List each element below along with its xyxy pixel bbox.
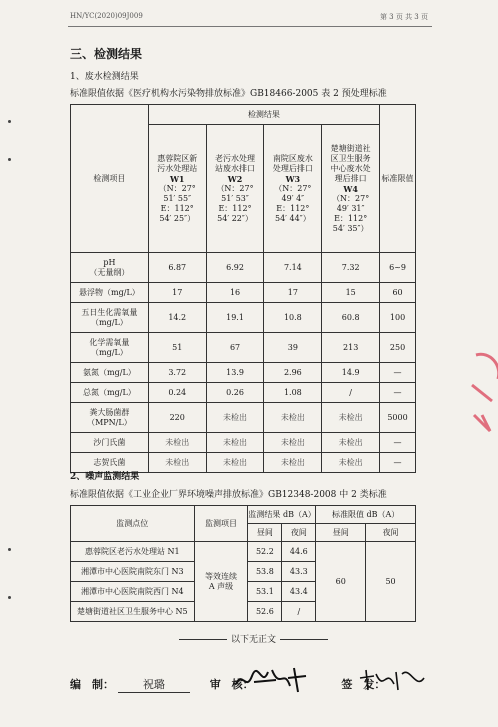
col-point-header: 监测点位 bbox=[71, 506, 195, 542]
value-cell: 10.8 bbox=[264, 303, 322, 333]
table-row bbox=[71, 383, 416, 403]
col-group-header: 检测结果 bbox=[148, 105, 379, 125]
point-cell: 楚塘街道社区卫生服务中心 N5 bbox=[71, 602, 195, 622]
table-row bbox=[71, 433, 416, 453]
table-row bbox=[71, 303, 416, 333]
limit-cell: — bbox=[380, 383, 416, 403]
item-cell bbox=[71, 333, 149, 363]
limit-day-cell: 60 bbox=[316, 542, 366, 622]
item-name: 化学需氧量 bbox=[89, 337, 130, 347]
sampling-point-header bbox=[322, 125, 380, 253]
item-name: 悬浮物（mg/L） bbox=[79, 287, 140, 297]
noise-results-table bbox=[70, 505, 416, 622]
point-n: （N：27° bbox=[274, 183, 312, 193]
value-cell: 51 bbox=[148, 333, 206, 363]
point-name-l1: 老污水处理 bbox=[215, 153, 256, 163]
point-name-l1: 楚塘街道社 bbox=[330, 143, 371, 153]
point-e: E：112° bbox=[276, 203, 310, 213]
point-e: E：112° bbox=[160, 203, 194, 213]
noise-standard: 标准限值依据《工业企业厂界环境噪声排放标准》GB12348-2008 中 2 类标准 bbox=[70, 490, 387, 500]
point-n2: 51′ 53″ bbox=[221, 193, 249, 203]
point-name-l1: 南院区废水 bbox=[272, 153, 313, 163]
limit-cell: 250 bbox=[380, 333, 416, 363]
value-cell: 19.1 bbox=[206, 303, 264, 333]
point-e2: 54′ 25″） bbox=[159, 213, 196, 223]
binding-dot bbox=[8, 596, 11, 599]
sampling-point-header bbox=[148, 125, 206, 253]
value-cell: 3.72 bbox=[148, 363, 206, 383]
point-name-l1: 惠蓉院区新 bbox=[157, 153, 198, 163]
value-cell: 未检出 bbox=[148, 453, 206, 473]
item-cell bbox=[71, 363, 149, 383]
table-row bbox=[71, 333, 416, 363]
binding-dot bbox=[8, 158, 11, 161]
value-cell: 16 bbox=[206, 283, 264, 303]
value-cell: / bbox=[322, 383, 380, 403]
item-unit: （mg/L） bbox=[91, 347, 128, 357]
day-value-cell: 53.8 bbox=[248, 562, 282, 582]
limit-day-header: 昼间 bbox=[316, 524, 366, 542]
table-row bbox=[71, 542, 416, 562]
end-of-text bbox=[175, 632, 332, 645]
value-cell: 17 bbox=[264, 283, 322, 303]
noise-subtitle: 2、噪声监测结果 bbox=[70, 472, 140, 482]
col-noise-item-header: 监测项目 bbox=[194, 506, 248, 542]
point-e2: 54′ 35″） bbox=[332, 223, 369, 233]
item-cell bbox=[71, 283, 149, 303]
item-cell bbox=[71, 383, 149, 403]
point-name-l3: 中心废水处 bbox=[330, 163, 371, 173]
limit-cell: — bbox=[380, 453, 416, 473]
value-cell: 13.9 bbox=[206, 363, 264, 383]
page-number: 第 3 页 共 3 页 bbox=[379, 13, 428, 21]
limit-cell: 60 bbox=[380, 283, 416, 303]
limit-night-cell: 50 bbox=[366, 542, 416, 622]
sampling-point-header bbox=[206, 125, 264, 253]
point-n2: 49′ 4″ bbox=[281, 193, 305, 203]
point-e2: 54′ 22″） bbox=[217, 213, 253, 223]
value-cell: 2.96 bbox=[264, 363, 322, 383]
point-name-l2: 站废水排口 bbox=[215, 163, 256, 173]
point-e2: 54′ 44″） bbox=[274, 213, 311, 223]
limit-cell: — bbox=[380, 433, 416, 453]
value-cell: 39 bbox=[264, 333, 322, 363]
water-standard: 标准限值依据《医疗机构水污染物排放标准》GB18466-2005 表 2 预处理标准 bbox=[70, 89, 387, 99]
night-value-cell: 43.3 bbox=[282, 562, 316, 582]
section-title: 三、检测结果 bbox=[70, 47, 143, 61]
day-value-cell: 52.2 bbox=[248, 542, 282, 562]
point-n2: 49′ 31″ bbox=[336, 203, 365, 213]
item-unit: （无量纲） bbox=[89, 267, 130, 277]
point-n: （N：27° bbox=[216, 183, 254, 193]
value-cell: 0.26 bbox=[206, 383, 264, 403]
noise-item-cell bbox=[194, 542, 248, 622]
value-cell: 未检出 bbox=[206, 453, 264, 473]
night-value-cell: 43.4 bbox=[282, 582, 316, 602]
point-e: E：112° bbox=[334, 213, 368, 223]
value-cell: 14.2 bbox=[148, 303, 206, 333]
value-cell: 未检出 bbox=[206, 403, 264, 433]
item-name: 沙门氏菌 bbox=[93, 437, 126, 447]
point-code: W3 bbox=[285, 173, 301, 184]
item-name: 氨氮（mg/L） bbox=[83, 367, 136, 377]
item-cell bbox=[71, 433, 149, 453]
point-code: W1 bbox=[169, 173, 185, 184]
item-name: pH bbox=[103, 257, 116, 267]
value-cell: 220 bbox=[148, 403, 206, 433]
point-cell: 湘潭市中心医院南院西门 N4 bbox=[71, 582, 195, 602]
value-cell: 7.32 bbox=[322, 253, 380, 283]
value-cell: 67 bbox=[206, 333, 264, 363]
value-cell: 14.9 bbox=[322, 363, 380, 383]
point-name-l4: 理后排口 bbox=[334, 173, 367, 183]
item-cell bbox=[71, 303, 149, 333]
item-name: 五日生化需氧量 bbox=[81, 307, 138, 317]
limit-night-header: 夜间 bbox=[366, 524, 416, 542]
limit-cell: 6~9 bbox=[380, 253, 416, 283]
report-code: HN/YC(2020)09J009 bbox=[70, 12, 143, 20]
value-cell: 6.92 bbox=[206, 253, 264, 283]
col-limit-header: 标准限值 bbox=[380, 105, 416, 253]
table-row bbox=[71, 253, 416, 283]
value-cell: 213 bbox=[322, 333, 380, 363]
water-results-table bbox=[70, 104, 416, 473]
reviewer-signature bbox=[232, 664, 310, 696]
water-subtitle: 1、废水检测结果 bbox=[70, 72, 139, 82]
point-name-l2: 区卫生服务 bbox=[330, 153, 371, 163]
limit-cell: — bbox=[380, 363, 416, 383]
night-value-cell: / bbox=[282, 602, 316, 622]
value-cell: 未检出 bbox=[264, 403, 322, 433]
header-divider bbox=[68, 26, 432, 27]
point-code: W2 bbox=[227, 173, 243, 184]
sampling-point-header bbox=[264, 125, 322, 253]
point-name-l2: 污水处理站 bbox=[157, 163, 198, 173]
day-value-cell: 52.6 bbox=[248, 602, 282, 622]
table-row bbox=[71, 283, 416, 303]
end-of-text-label: 以下无正文 bbox=[231, 635, 277, 645]
point-n: （N：27° bbox=[332, 193, 370, 203]
compile-name: 祝璐 bbox=[118, 676, 190, 693]
review-label: 审 核： bbox=[209, 678, 254, 691]
red-seal-stamp bbox=[462, 345, 498, 440]
point-n2: 51′ 55″ bbox=[163, 193, 192, 203]
col-item-header: 检测项目 bbox=[71, 105, 149, 253]
value-cell: 未检出 bbox=[148, 433, 206, 453]
table-row bbox=[71, 363, 416, 383]
point-cell: 湘潭市中心医院南院东门 N3 bbox=[71, 562, 195, 582]
value-cell: 17 bbox=[148, 283, 206, 303]
binding-dot bbox=[8, 120, 11, 123]
value-cell: 15 bbox=[322, 283, 380, 303]
compile-label: 编 制： bbox=[70, 678, 114, 691]
value-cell: 未检出 bbox=[206, 433, 264, 453]
point-name-l2: 处理后排口 bbox=[272, 163, 313, 173]
item-unit: （MPN/L） bbox=[87, 417, 132, 427]
noise-item-line2: A 声级 bbox=[208, 581, 234, 591]
item-name: 总氮（mg/L） bbox=[83, 387, 136, 397]
table-row bbox=[71, 403, 416, 433]
point-code: W4 bbox=[343, 183, 358, 194]
point-e: E：112° bbox=[218, 203, 252, 213]
value-cell: 未检出 bbox=[264, 433, 322, 453]
noise-item-line1: 等效连续 bbox=[204, 571, 237, 581]
point-cell: 惠蓉院区老污水处理站 N1 bbox=[71, 542, 195, 562]
col-noise-limit-header: 标准限值 dB（A） bbox=[316, 506, 416, 524]
signature-row bbox=[70, 676, 385, 693]
item-name: 粪大肠菌群 bbox=[89, 407, 130, 417]
col-result-header: 监测结果 dB（A） bbox=[248, 506, 316, 524]
value-cell: 0.24 bbox=[148, 383, 206, 403]
night-header: 夜间 bbox=[282, 524, 316, 542]
value-cell: 6.87 bbox=[148, 253, 206, 283]
value-cell: 1.08 bbox=[264, 383, 322, 403]
issuer-signature bbox=[356, 664, 428, 696]
limit-cell: 5000 bbox=[380, 403, 416, 433]
value-cell: 未检出 bbox=[322, 453, 380, 473]
value-cell: 未检出 bbox=[322, 433, 380, 453]
binding-dot bbox=[8, 548, 11, 551]
item-cell bbox=[71, 403, 149, 433]
item-cell bbox=[71, 253, 149, 283]
value-cell: 未检出 bbox=[322, 403, 380, 433]
day-value-cell: 53.1 bbox=[248, 582, 282, 602]
limit-cell: 100 bbox=[380, 303, 416, 333]
value-cell: 未检出 bbox=[264, 453, 322, 473]
issue-label: 签 发： bbox=[341, 678, 386, 691]
item-name: 志贺氏菌 bbox=[93, 457, 126, 467]
value-cell: 60.8 bbox=[322, 303, 380, 333]
item-unit: （mg/L） bbox=[91, 317, 128, 327]
day-header: 昼间 bbox=[248, 524, 282, 542]
point-n: （N：27° bbox=[158, 183, 196, 193]
value-cell: 7.14 bbox=[264, 253, 322, 283]
night-value-cell: 44.6 bbox=[282, 542, 316, 562]
